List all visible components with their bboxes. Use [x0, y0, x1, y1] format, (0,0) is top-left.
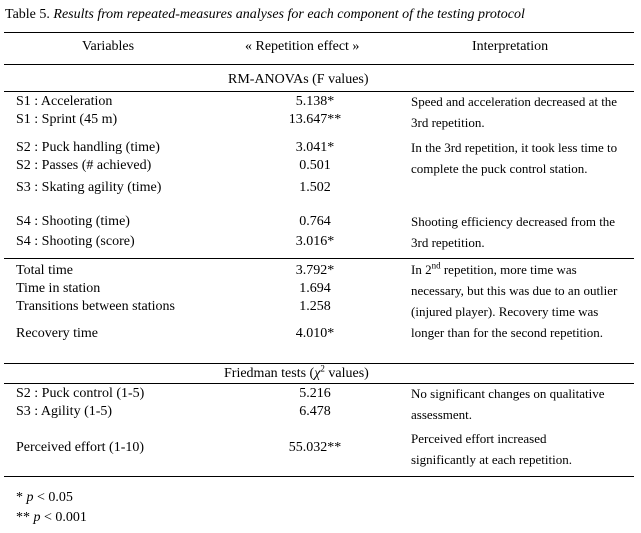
row-variable: S2 : Passes (# achieved)	[16, 158, 152, 173]
interpretation-friedman: No significant changes on qualitative assessment.	[411, 386, 605, 422]
row-value: 6.478	[299, 404, 331, 419]
interpretation-total-time	[411, 259, 625, 343]
interpretation-effort: Perceived effort increased significantly at each repetition.	[411, 431, 572, 467]
footnote-p-0001	[16, 510, 87, 526]
interp-total-sup: nd	[431, 260, 441, 271]
footnote-threshold: < 0.05	[33, 490, 73, 505]
row-variable: S3 : Agility (1-5)	[16, 404, 113, 419]
interpretation-s4: Shooting efficiency decreased from the 3rd repetition.	[411, 214, 616, 250]
row-value: 1.258	[299, 299, 331, 314]
row-value: 1.502	[299, 180, 331, 195]
interpretation-s1: Speed and acceleration decreased at the 3rd repetition.	[411, 94, 618, 130]
friedman-title-post: values)	[324, 366, 369, 381]
table-caption	[5, 7, 525, 23]
row-variable: S1 : Acceleration	[16, 94, 113, 109]
friedman-top-rule	[4, 363, 634, 364]
row-variable: S3 : Skating agility (time)	[16, 180, 162, 195]
interp-total-post: repetition, more time was necessary, but this was due to an outlier (injured player). Recovery time was longer than for the second repetition.	[411, 262, 618, 340]
friedman-sup: 2	[320, 363, 325, 374]
footnote-mark: **	[16, 510, 34, 525]
interpretation-s2: In the 3rd repetition, it took less time to complete the puck control station.	[411, 140, 618, 176]
caption-title: Results from repeated-measures analyses for each component of the testing protocol	[53, 7, 525, 22]
top-rule	[4, 32, 634, 33]
footnote-threshold: < 0.001	[40, 510, 87, 525]
header-rule	[4, 64, 634, 65]
row-variable: S2 : Puck control (1-5)	[16, 386, 145, 401]
footnote-p-005	[16, 490, 73, 506]
interp-total-pre: In 2	[411, 262, 432, 277]
footnote-p: p	[33, 510, 41, 525]
row-value: 13.647**	[288, 112, 342, 127]
row-value: 3.016*	[295, 234, 335, 249]
header-variables: Variables	[82, 39, 135, 54]
row-value: 5.138*	[295, 94, 335, 109]
header-repetition-effect: « Repetition effect »	[245, 39, 360, 54]
row-value: 1.694	[299, 281, 331, 296]
bottom-rule	[4, 476, 634, 477]
row-value: 4.010*	[295, 326, 335, 341]
row-value: 3.041*	[295, 140, 335, 155]
section-friedman-title	[224, 363, 369, 382]
row-value: 55.032**	[288, 440, 342, 455]
footnote-p: p	[26, 490, 34, 505]
row-value: 3.792*	[295, 263, 335, 278]
caption-label: Table 5.	[5, 7, 54, 22]
row-variable: S4 : Shooting (score)	[16, 234, 135, 249]
row-variable: S1 : Sprint (45 m)	[16, 112, 118, 127]
row-value: 5.216	[299, 386, 331, 401]
row-variable: Recovery time	[16, 326, 99, 341]
row-value: 0.764	[299, 214, 331, 229]
row-value: 0.501	[299, 158, 331, 173]
row-variable: S2 : Puck handling (time)	[16, 140, 160, 155]
row-variable: Time in station	[16, 281, 101, 296]
row-variable: Total time	[16, 263, 73, 278]
row-variable: S4 : Shooting (time)	[16, 214, 130, 229]
section-rm-anova-title: RM-ANOVAs (F values)	[228, 72, 369, 87]
row-variable: Transitions between stations	[16, 299, 175, 314]
friedman-title-pre: Friedman tests (	[224, 366, 315, 381]
friedman-chi: χ	[314, 366, 321, 381]
footnote-mark: *	[16, 490, 27, 505]
header-interpretation: Interpretation	[472, 39, 549, 54]
row-variable: Perceived effort (1-10)	[16, 440, 145, 455]
